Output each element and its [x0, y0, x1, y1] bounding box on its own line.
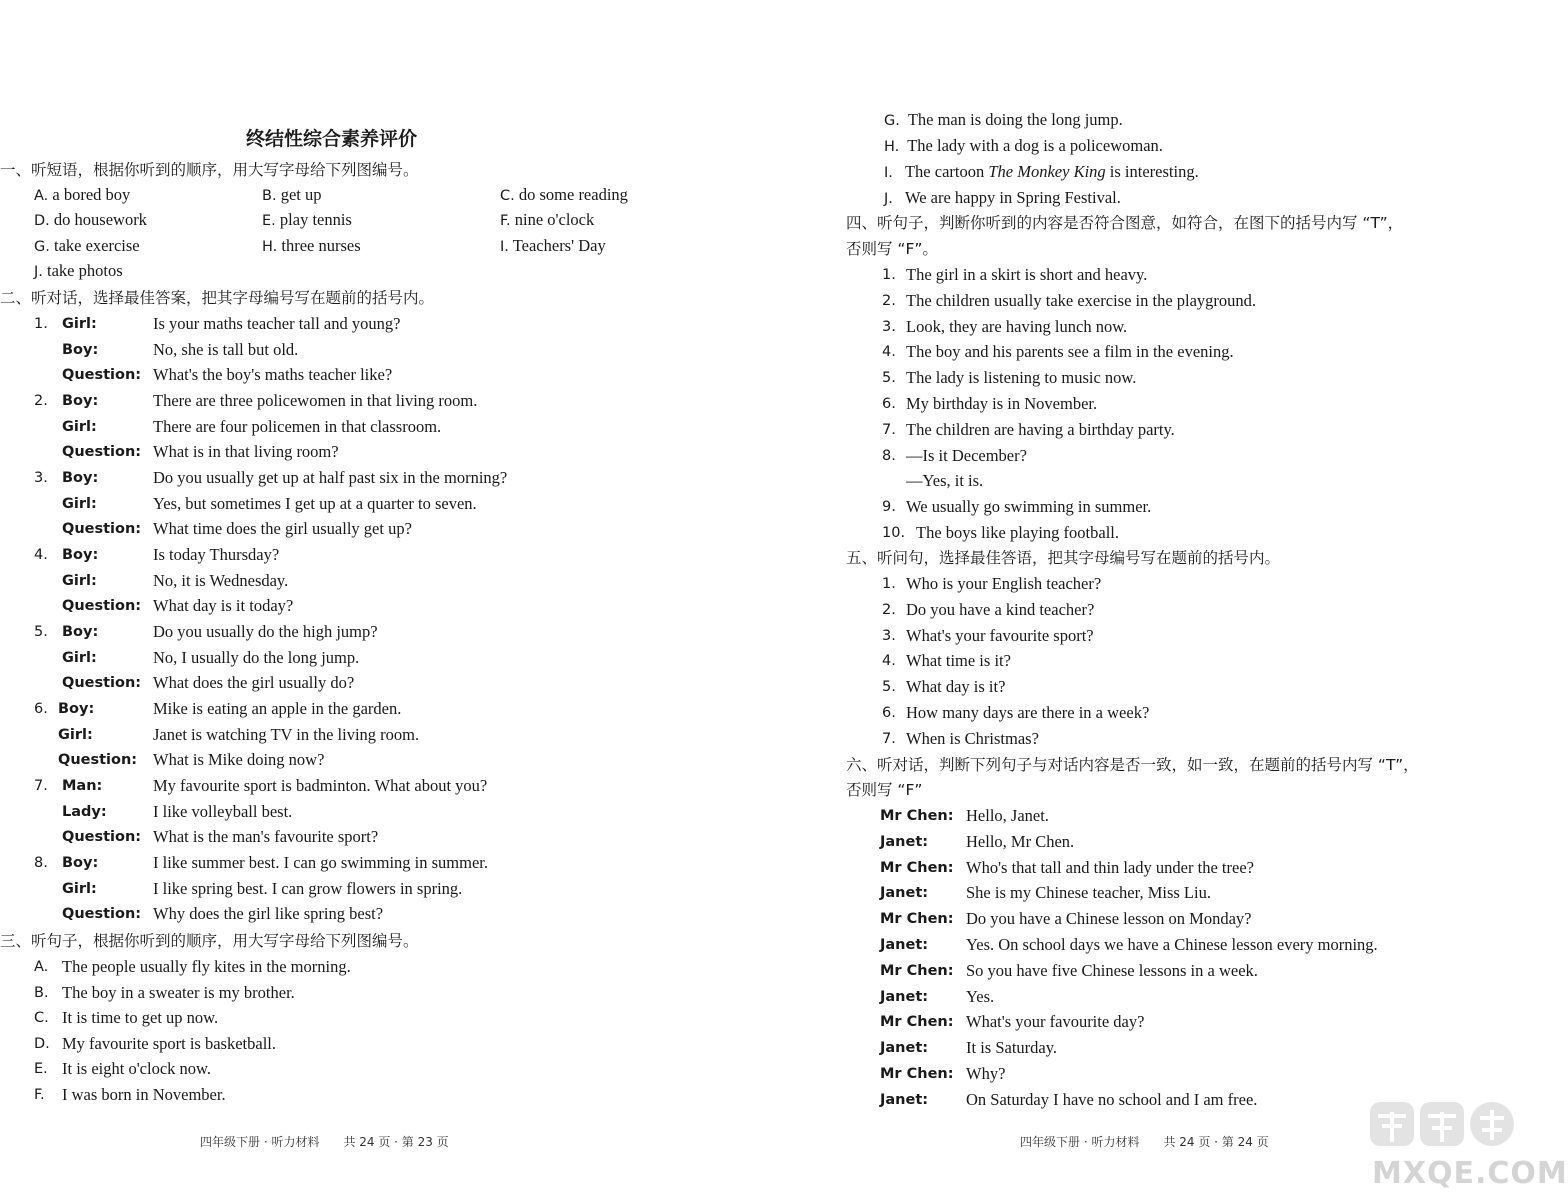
speaker-label: Question: — [58, 752, 138, 769]
option-item — [500, 235, 606, 257]
item-text: It is eight o'clock now. — [62, 1059, 211, 1079]
dialogue-text: What's your favourite day? — [966, 1012, 1145, 1032]
dialogue-text: Why does the girl like spring best? — [153, 904, 384, 924]
speaker-label: Janet: — [880, 937, 929, 953]
list-item — [884, 161, 1199, 183]
item-text: The man is doing the long jump. — [907, 110, 1123, 129]
option-letter: C. — [500, 188, 515, 204]
option-letter: G. — [34, 239, 50, 255]
dialogue-text: She is my Chinese teacher, Miss Liu. — [966, 883, 1211, 903]
speaker-label: Mr Chen: — [880, 859, 954, 876]
dialogue-text: What does the girl usually do? — [153, 673, 355, 693]
speaker-label: Girl: — [62, 649, 97, 666]
speaker-label: Janet: — [880, 885, 929, 902]
dialogue-text: Mike is eating an apple in the garden. — [153, 699, 402, 718]
speaker-label: Man: — [62, 778, 103, 794]
item-text: The lady is listening to music now. — [906, 368, 1137, 388]
option-letter: I. — [500, 239, 509, 255]
watermark — [1360, 1098, 1568, 1193]
dialogue-text: My favourite sport is badminton. What about you? — [153, 776, 488, 795]
item-text: —Is it December? — [906, 445, 1027, 465]
item-text: The boy and his parents see a film in the evening. — [906, 342, 1234, 362]
dialogue-text: Do you have a Chinese lesson on Monday? — [966, 909, 1252, 929]
item-number: 5. — [882, 679, 896, 696]
speaker-label: Boy: — [62, 624, 99, 640]
dialogue-text: Hello, Janet. — [966, 806, 1049, 825]
item-number: 3. — [882, 627, 896, 644]
dialogue-text: Janet is watching TV in the living room. — [153, 724, 420, 744]
speaker-label: Girl: — [58, 726, 93, 743]
dialogue-text: Hello, Mr Chen. — [966, 831, 1075, 851]
dialogue-text: What is in that living room? — [153, 442, 339, 462]
speaker-label: Mr Chen: — [880, 911, 954, 928]
dialogue-text: Yes, but sometimes I get up at a quarter to seven. — [153, 493, 477, 513]
item-text: Look, they are having lunch now. — [906, 316, 1128, 336]
speaker-label: Boy: — [62, 470, 99, 486]
item-number: 10. — [882, 525, 906, 541]
item-text-before: The cartoon — [904, 162, 989, 181]
option-letter: J. — [34, 264, 43, 280]
item-number: 2. — [34, 393, 48, 409]
speaker-label: Question: — [62, 829, 142, 846]
item-number: 4. — [882, 653, 896, 670]
speaker-label: Janet: — [880, 988, 929, 1005]
option-letter: B. — [262, 188, 277, 204]
item-text: The boys like playing football. — [916, 523, 1120, 542]
speaker-label: Janet: — [880, 833, 929, 850]
item-number: 6. — [882, 396, 896, 412]
section-1-heading: 一、听短语，根据你听到的顺序，用大写字母给下列图编号。 — [0, 161, 419, 179]
item-text: The boy in a sweater is my brother. — [62, 982, 295, 1002]
option-item — [34, 209, 147, 231]
speaker-label: Boy: — [62, 341, 99, 358]
item-text: When is Christmas? — [906, 728, 1039, 748]
option-text: do some reading — [518, 185, 628, 204]
section-5-heading: 五、听问句，选择最佳答语，把其字母编号写在题前的括号内。 — [846, 549, 1281, 567]
item-text: My favourite sport is basketball. — [62, 1033, 277, 1053]
option-letter: F. — [500, 213, 511, 229]
option-item — [34, 184, 130, 206]
speaker-label: Janet: — [880, 1040, 929, 1057]
item-letter: A. — [34, 959, 49, 975]
dialogue-text: I like spring best. I can grow flowers in spring. — [153, 878, 463, 898]
speaker-label: Question: — [62, 521, 142, 538]
section-4-heading-cont: 否则写 “F”。 — [846, 240, 938, 258]
speaker-label: Girl: — [62, 880, 97, 897]
page-footer: 四年级下册 · 听力材料 共 24 页 · 第 24 页 — [1020, 1135, 1269, 1149]
item-text: My birthday is in November. — [906, 394, 1098, 413]
option-item — [34, 260, 123, 282]
item-number: 1. — [882, 267, 896, 283]
item-text-after: is interesting. — [1105, 162, 1199, 181]
option-text: Teachers' Day — [512, 236, 606, 255]
option-text: play tennis — [279, 210, 352, 229]
speaker-label: Boy: — [62, 393, 99, 409]
dialogue-text: It is Saturday. — [966, 1038, 1058, 1058]
dialogue-text: What time does the girl usually get up? — [153, 519, 412, 539]
speaker-label: Boy: — [58, 701, 95, 717]
dialogue-text: Do you usually do the high jump? — [153, 622, 378, 641]
speaker-label: Girl: — [62, 316, 97, 332]
item-number: 5. — [34, 624, 48, 640]
page-title: 终结性综合素养评价 — [246, 128, 418, 150]
cartoon-title: The Monkey King — [988, 162, 1106, 181]
speaker-label: Girl: — [62, 572, 97, 589]
item-number: 6. — [34, 701, 48, 717]
section-6-heading: 六、听对话，判断下列句子与对话内容是否一致，如一致，在题前的括号内写 “T”， — [846, 756, 1419, 774]
section-4-heading: 四、听句子，判断你听到的内容是否符合图意，如符合，在图下的括号内写 “T”， — [846, 214, 1404, 232]
speaker-label: Mr Chen: — [880, 1066, 954, 1082]
item-number: 8. — [882, 447, 896, 464]
item-text: The people usually fly kites in the morning. — [62, 957, 351, 976]
item-text: We usually go swimming in summer. — [906, 497, 1152, 517]
speaker-label: Mr Chen: — [880, 962, 954, 979]
option-text: nine o'clock — [514, 210, 595, 229]
section-2-heading: 二、听对话，选择最佳答案，把其字母编号写在题前的括号内。 — [0, 289, 435, 307]
dialogue-text: Yes. On school days we have a Chinese lesson every morning. — [966, 935, 1378, 954]
dialogue-text: Do you usually get up at half past six in the morning? — [153, 468, 508, 487]
option-item — [262, 235, 361, 257]
item-number: 2. — [882, 292, 896, 309]
option-text: a bored boy — [52, 185, 131, 204]
item-letter: J. — [884, 191, 893, 207]
dialogue-text: No, it is Wednesday. — [153, 570, 289, 590]
speaker-label: Girl: — [62, 495, 97, 512]
item-text: Who is your English teacher? — [906, 574, 1102, 593]
speaker-label: Question: — [62, 906, 142, 923]
option-text: take exercise — [53, 236, 140, 255]
option-item — [34, 235, 140, 257]
option-letter: E. — [262, 213, 276, 229]
speaker-label: Mr Chen: — [880, 1014, 954, 1031]
dialogue-text: No, I usually do the long jump. — [153, 647, 360, 667]
item-text: We are happy in Spring Festival. — [904, 188, 1121, 207]
dialogue-text: Yes. — [966, 986, 995, 1006]
item-letter: E. — [34, 1061, 48, 1078]
dialogue-text: No, she is tall but old. — [153, 339, 299, 359]
item-text: How many days are there in a week? — [906, 703, 1150, 722]
item-number: 7. — [882, 421, 896, 438]
speaker-label: Boy: — [62, 547, 99, 563]
item-letter: B. — [34, 984, 49, 1001]
option-item — [262, 184, 321, 206]
item-letter: H. — [884, 139, 900, 155]
speaker-label: Question: — [62, 598, 142, 615]
option-text: three nurses — [281, 236, 361, 255]
option-item — [500, 184, 628, 206]
list-item — [884, 135, 1163, 157]
dialogue-text: There are four policemen in that classroom. — [153, 416, 442, 436]
speaker-label: Girl: — [62, 418, 97, 435]
left-page — [0, 0, 760, 1199]
option-letter: H. — [262, 239, 278, 255]
item-text: The girl in a skirt is short and heavy. — [906, 265, 1148, 284]
item-letter: F. — [34, 1087, 45, 1103]
dialogue-text: Who's that tall and thin lady under the tree? — [966, 857, 1254, 877]
item-number: 3. — [882, 318, 896, 335]
answer-logo-icon — [1368, 1098, 1518, 1153]
speaker-label: Question: — [62, 444, 142, 461]
option-letter: D. — [34, 213, 50, 229]
option-letter: A. — [34, 188, 49, 204]
dialogue-text: Why? — [966, 1064, 1006, 1083]
dialogue-text: So you have five Chinese lessons in a week. — [966, 960, 1258, 980]
item-text: I was born in November. — [62, 1085, 226, 1104]
speaker-label: Boy: — [62, 855, 99, 871]
dialogue-text: What is Mike doing now? — [153, 750, 325, 770]
dialogue-text: Is your maths teacher tall and young? — [153, 314, 401, 333]
item-number: 5. — [882, 370, 896, 387]
list-item — [884, 109, 1123, 131]
option-text: do housework — [53, 210, 147, 229]
dialogue-text: I like summer best. I can go swimming in summer. — [153, 853, 488, 872]
speaker-label: Question: — [62, 675, 142, 692]
section-3-heading: 三、听句子，根据你听到的顺序，用大写字母给下列图编号。 — [0, 932, 419, 950]
item-number: 6. — [882, 705, 896, 721]
item-number: 1. — [882, 576, 896, 592]
item-text: —Yes, it is. — [906, 471, 984, 491]
dialogue-text: On Saturday I have no school and I am free. — [966, 1089, 1258, 1109]
option-text: get up — [280, 185, 322, 204]
item-number: 9. — [882, 499, 896, 516]
item-letter: D. — [34, 1035, 50, 1052]
item-text: What day is it? — [906, 677, 1006, 697]
item-number: 4. — [34, 547, 48, 563]
item-number: 1. — [34, 316, 48, 332]
speaker-label: Mr Chen: — [880, 808, 954, 824]
speaker-label: Janet: — [880, 1091, 929, 1108]
item-letter: G. — [884, 113, 900, 129]
option-item — [500, 209, 594, 231]
page-footer: 四年级下册 · 听力材料 共 24 页 · 第 23 页 — [200, 1135, 449, 1149]
option-item — [262, 209, 352, 231]
dialogue-text: There are three policewomen in that living room. — [153, 391, 478, 410]
section-6-heading-cont: 否则写 “F” — [846, 781, 923, 799]
list-item — [884, 187, 1121, 209]
item-text: Do you have a kind teacher? — [906, 599, 1095, 619]
item-number: 8. — [34, 855, 48, 871]
dialogue-text: Is today Thursday? — [153, 545, 280, 564]
item-number: 7. — [34, 778, 48, 794]
item-number: 3. — [34, 470, 48, 486]
dialogue-text: I like volleyball best. — [153, 801, 293, 821]
speaker-label: Lady: — [62, 803, 107, 820]
item-number: 2. — [882, 601, 896, 618]
watermark-text: MXQE.COM — [1372, 1156, 1568, 1191]
item-text: What time is it? — [906, 651, 1011, 671]
dialogue-text: What day is it today? — [153, 596, 294, 616]
item-text: It is time to get up now. — [62, 1008, 219, 1028]
speaker-label: Question: — [62, 367, 142, 384]
item-number: 7. — [882, 730, 896, 747]
right-page — [776, 0, 1536, 1199]
item-text: What's your favourite sport? — [906, 625, 1094, 645]
item-text: The children usually take exercise in the playground. — [906, 290, 1257, 310]
dialogue-text: What's the boy's maths teacher like? — [153, 365, 393, 385]
item-letter: C. — [34, 1010, 49, 1027]
item-text: The children are having a birthday party. — [906, 419, 1175, 439]
item-letter: I. — [884, 165, 893, 181]
item-text: The lady with a dog is a policewoman. — [907, 136, 1163, 155]
dialogue-text: What is the man's favourite sport? — [153, 827, 379, 847]
item-number: 4. — [882, 344, 896, 361]
option-text: take photos — [47, 261, 123, 280]
